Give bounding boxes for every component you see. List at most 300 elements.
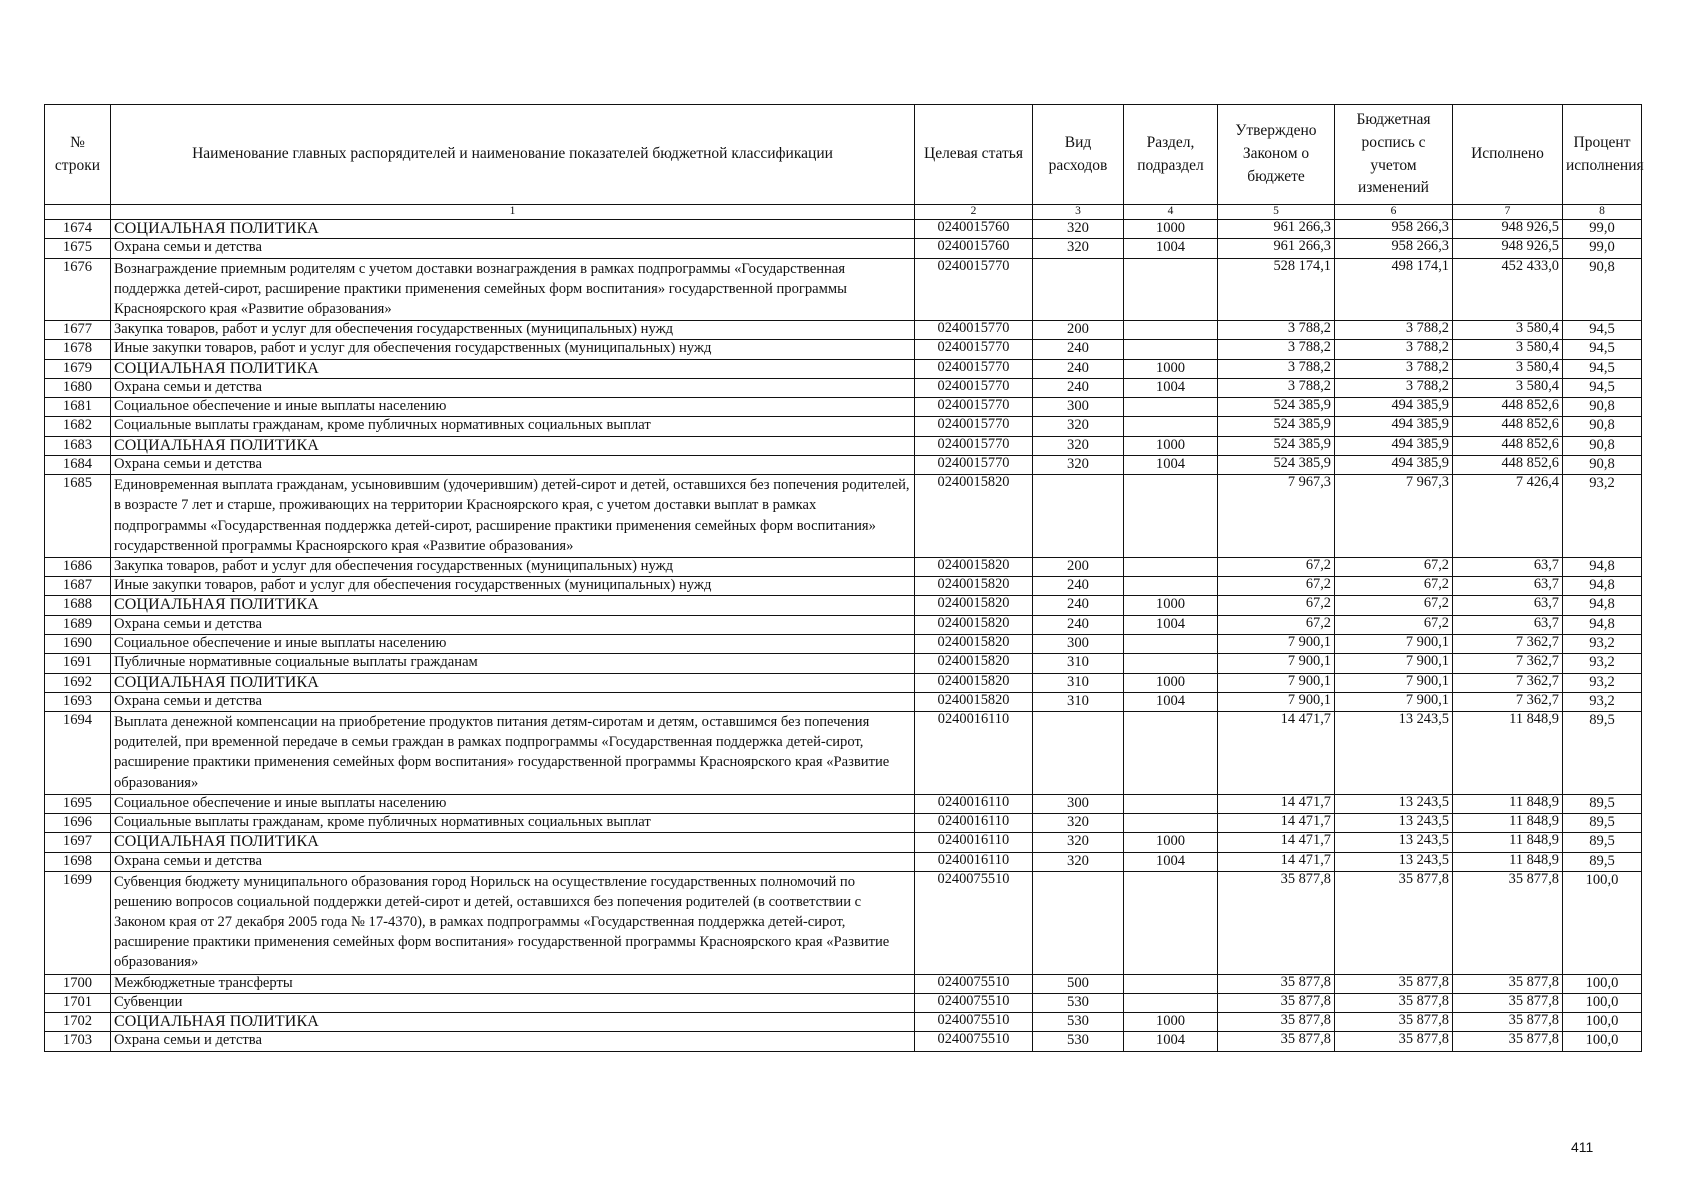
expense-type-cell: 240 <box>1033 615 1124 634</box>
approved-amount-cell: 35 877,8 <box>1218 993 1335 1012</box>
row-number-cell: 1703 <box>45 1032 111 1051</box>
executed-amount-cell: 11 848,9 <box>1453 833 1563 852</box>
expense-type-cell: 300 <box>1033 794 1124 813</box>
expense-type-cell: 240 <box>1033 340 1124 359</box>
executed-amount-cell: 948 926,5 <box>1453 220 1563 239</box>
percent-cell: 93,2 <box>1563 654 1642 673</box>
table-row <box>45 456 1642 475</box>
expense-type-cell <box>1033 712 1124 795</box>
row-number-cell: 1676 <box>45 258 111 320</box>
section-cell <box>1124 993 1218 1012</box>
schedule-amount-cell: 35 877,8 <box>1335 1013 1453 1032</box>
approved-amount-cell: 14 471,7 <box>1218 833 1335 852</box>
table-row <box>45 712 1642 795</box>
executed-amount-cell: 35 877,8 <box>1453 993 1563 1012</box>
schedule-amount-cell: 7 967,3 <box>1335 475 1453 558</box>
row-number-cell: 1677 <box>45 320 111 339</box>
schedule-amount-cell: 958 266,3 <box>1335 220 1453 239</box>
column-number: 5 <box>1218 205 1335 220</box>
approved-amount-cell: 7 900,1 <box>1218 692 1335 711</box>
approved-amount-cell: 524 385,9 <box>1218 436 1335 455</box>
target-article-cell: 0240016110 <box>915 852 1033 871</box>
table-row <box>45 359 1642 378</box>
expense-type-cell: 320 <box>1033 436 1124 455</box>
expense-type-cell: 320 <box>1033 220 1124 239</box>
table-row <box>45 974 1642 993</box>
indicator-name-cell: Социальное обеспечение и иные выплаты населению <box>111 794 915 813</box>
column-number: 4 <box>1124 205 1218 220</box>
executed-amount-cell: 11 848,9 <box>1453 794 1563 813</box>
indicator-name-cell: СОЦИАЛЬНАЯ ПОЛИТИКА <box>111 833 915 852</box>
row-number-cell: 1686 <box>45 557 111 576</box>
percent-cell: 90,8 <box>1563 258 1642 320</box>
percent-cell: 94,8 <box>1563 577 1642 596</box>
executed-amount-cell: 7 426,4 <box>1453 475 1563 558</box>
percent-cell: 99,0 <box>1563 239 1642 258</box>
target-article-cell: 0240075510 <box>915 974 1033 993</box>
table-row <box>45 398 1642 417</box>
table-row <box>45 871 1642 974</box>
section-cell: 1000 <box>1124 220 1218 239</box>
schedule-amount-cell: 13 243,5 <box>1335 852 1453 871</box>
section-cell: 1000 <box>1124 436 1218 455</box>
target-article-cell: 0240015820 <box>915 615 1033 634</box>
section-cell <box>1124 974 1218 993</box>
schedule-amount-cell: 13 243,5 <box>1335 712 1453 795</box>
approved-amount-cell: 528 174,1 <box>1218 258 1335 320</box>
executed-amount-cell: 448 852,6 <box>1453 417 1563 436</box>
section-cell: 1004 <box>1124 852 1218 871</box>
percent-cell: 90,8 <box>1563 398 1642 417</box>
section-cell <box>1124 814 1218 833</box>
expense-type-cell: 300 <box>1033 398 1124 417</box>
indicator-name-cell: Охрана семьи и детства <box>111 456 915 475</box>
target-article-cell: 0240075510 <box>915 993 1033 1012</box>
indicator-name-cell: СОЦИАЛЬНАЯ ПОЛИТИКА <box>111 436 915 455</box>
approved-amount-cell: 7 900,1 <box>1218 673 1335 692</box>
row-number-cell: 1680 <box>45 378 111 397</box>
target-article-cell: 0240015770 <box>915 417 1033 436</box>
section-cell: 1004 <box>1124 239 1218 258</box>
schedule-amount-cell: 958 266,3 <box>1335 239 1453 258</box>
expense-type-cell: 320 <box>1033 417 1124 436</box>
indicator-name-cell: СОЦИАЛЬНАЯ ПОЛИТИКА <box>111 596 915 615</box>
header-exp-type: Вид расходов <box>1033 105 1124 205</box>
row-number-cell: 1700 <box>45 974 111 993</box>
section-cell <box>1124 635 1218 654</box>
percent-cell: 99,0 <box>1563 220 1642 239</box>
approved-amount-cell: 7 967,3 <box>1218 475 1335 558</box>
percent-cell: 100,0 <box>1563 974 1642 993</box>
schedule-amount-cell: 494 385,9 <box>1335 436 1453 455</box>
target-article-cell: 0240075510 <box>915 1013 1033 1032</box>
row-number-cell: 1694 <box>45 712 111 795</box>
table-row <box>45 557 1642 576</box>
target-article-cell: 0240015820 <box>915 577 1033 596</box>
target-article-cell: 0240015820 <box>915 692 1033 711</box>
expense-type-cell: 320 <box>1033 456 1124 475</box>
target-article-cell: 0240015820 <box>915 635 1033 654</box>
budget-sheet <box>44 104 1644 1052</box>
column-number <box>45 205 111 220</box>
table-row <box>45 258 1642 320</box>
approved-amount-cell: 524 385,9 <box>1218 398 1335 417</box>
schedule-amount-cell: 35 877,8 <box>1335 1032 1453 1051</box>
expense-type-cell: 200 <box>1033 320 1124 339</box>
column-number: 1 <box>111 205 915 220</box>
executed-amount-cell: 35 877,8 <box>1453 1013 1563 1032</box>
expense-type-cell <box>1033 475 1124 558</box>
indicator-name-cell: Субвенции <box>111 993 915 1012</box>
row-number-cell: 1681 <box>45 398 111 417</box>
executed-amount-cell: 35 877,8 <box>1453 1032 1563 1051</box>
percent-cell: 90,8 <box>1563 417 1642 436</box>
row-number-cell: 1696 <box>45 814 111 833</box>
section-cell <box>1124 258 1218 320</box>
schedule-amount-cell: 67,2 <box>1335 557 1453 576</box>
approved-amount-cell: 14 471,7 <box>1218 852 1335 871</box>
schedule-amount-cell: 35 877,8 <box>1335 993 1453 1012</box>
percent-cell: 93,2 <box>1563 635 1642 654</box>
schedule-amount-cell: 7 900,1 <box>1335 635 1453 654</box>
expense-type-cell: 240 <box>1033 359 1124 378</box>
column-number: 8 <box>1563 205 1642 220</box>
section-cell: 1000 <box>1124 1013 1218 1032</box>
table-row <box>45 635 1642 654</box>
target-article-cell: 0240015820 <box>915 654 1033 673</box>
expense-type-cell: 310 <box>1033 692 1124 711</box>
approved-amount-cell: 67,2 <box>1218 596 1335 615</box>
target-article-cell: 0240016110 <box>915 814 1033 833</box>
executed-amount-cell: 948 926,5 <box>1453 239 1563 258</box>
executed-amount-cell: 63,7 <box>1453 615 1563 634</box>
row-number-cell: 1674 <box>45 220 111 239</box>
approved-amount-cell: 7 900,1 <box>1218 635 1335 654</box>
indicator-name-cell: Закупка товаров, работ и услуг для обеспечения государственных (муниципальных) нужд <box>111 320 915 339</box>
indicator-name-cell: Социальные выплаты гражданам, кроме публичных нормативных социальных выплат <box>111 417 915 436</box>
approved-amount-cell: 67,2 <box>1218 557 1335 576</box>
row-number-cell: 1702 <box>45 1013 111 1032</box>
indicator-name-cell: СОЦИАЛЬНАЯ ПОЛИТИКА <box>111 220 915 239</box>
table-row <box>45 239 1642 258</box>
expense-type-cell: 320 <box>1033 814 1124 833</box>
percent-cell: 93,2 <box>1563 475 1642 558</box>
row-number-cell: 1687 <box>45 577 111 596</box>
target-article-cell: 0240015770 <box>915 320 1033 339</box>
target-article-cell: 0240015820 <box>915 475 1033 558</box>
section-cell <box>1124 320 1218 339</box>
percent-cell: 89,5 <box>1563 794 1642 813</box>
table-row <box>45 852 1642 871</box>
approved-amount-cell: 67,2 <box>1218 615 1335 634</box>
row-number-cell: 1682 <box>45 417 111 436</box>
schedule-amount-cell: 67,2 <box>1335 577 1453 596</box>
indicator-name-cell: Социальное обеспечение и иные выплаты населению <box>111 635 915 654</box>
header-executed: Исполнено <box>1453 105 1563 205</box>
indicator-name-cell: Иные закупки товаров, работ и услуг для обеспечения государственных (муниципальных) нужд <box>111 340 915 359</box>
row-number-cell: 1699 <box>45 871 111 974</box>
percent-cell: 100,0 <box>1563 1013 1642 1032</box>
percent-cell: 100,0 <box>1563 1032 1642 1051</box>
executed-amount-cell: 452 433,0 <box>1453 258 1563 320</box>
schedule-amount-cell: 494 385,9 <box>1335 417 1453 436</box>
indicator-name-cell: Субвенция бюджету муниципального образования город Норильск на осуществление государственных полномочий по решению вопросов социальной поддержки детей-сирот и детей, оставшихся без попечения родителей (в соответствии с Законом края от 27 декабря 2005 года № 17-4370), в рамках подпрограммы «Государственная поддержка детей-сирот, расширение практики применения семейных форм воспитания» государственной программы Красноярского края «Развитие образования» <box>111 871 915 974</box>
schedule-amount-cell: 7 900,1 <box>1335 692 1453 711</box>
percent-cell: 89,5 <box>1563 712 1642 795</box>
approved-amount-cell: 3 788,2 <box>1218 359 1335 378</box>
section-cell: 1004 <box>1124 1032 1218 1051</box>
expense-type-cell: 320 <box>1033 852 1124 871</box>
executed-amount-cell: 3 580,4 <box>1453 378 1563 397</box>
percent-cell: 94,5 <box>1563 359 1642 378</box>
schedule-amount-cell: 498 174,1 <box>1335 258 1453 320</box>
indicator-name-cell: Вознаграждение приемным родителям с учетом доставки вознаграждения в рамках подпрограммы «Государственная поддержка детей-сирот, расширение практики применения семейных форм воспитания» государственной программы Красноярского края «Развитие образования» <box>111 258 915 320</box>
executed-amount-cell: 63,7 <box>1453 577 1563 596</box>
header-approved: Утверждено Законом о бюджете <box>1218 105 1335 205</box>
target-article-cell: 0240015770 <box>915 398 1033 417</box>
percent-cell: 90,8 <box>1563 436 1642 455</box>
section-cell: 1000 <box>1124 673 1218 692</box>
indicator-name-cell: Иные закупки товаров, работ и услуг для обеспечения государственных (муниципальных) нужд <box>111 577 915 596</box>
expense-type-cell: 240 <box>1033 577 1124 596</box>
row-number-cell: 1679 <box>45 359 111 378</box>
executed-amount-cell: 448 852,6 <box>1453 436 1563 455</box>
executed-amount-cell: 3 580,4 <box>1453 359 1563 378</box>
expense-type-cell: 240 <box>1033 596 1124 615</box>
percent-cell: 94,8 <box>1563 596 1642 615</box>
percent-cell: 94,8 <box>1563 557 1642 576</box>
table-row <box>45 220 1642 239</box>
target-article-cell: 0240015770 <box>915 359 1033 378</box>
indicator-name-cell: Публичные нормативные социальные выплаты гражданам <box>111 654 915 673</box>
column-number: 7 <box>1453 205 1563 220</box>
percent-cell: 94,8 <box>1563 615 1642 634</box>
row-number-cell: 1685 <box>45 475 111 558</box>
row-number-cell: 1689 <box>45 615 111 634</box>
schedule-amount-cell: 7 900,1 <box>1335 654 1453 673</box>
header-target: Целевая статья <box>915 105 1033 205</box>
target-article-cell: 0240015760 <box>915 239 1033 258</box>
section-cell: 1004 <box>1124 615 1218 634</box>
expense-type-cell <box>1033 871 1124 974</box>
approved-amount-cell: 35 877,8 <box>1218 1032 1335 1051</box>
indicator-name-cell: Единовременная выплата гражданам, усыновившим (удочерившим) детей-сирот и детей, оставшихся без попечения родителей, в возрасте 7 лет и старше, проживающих на территории Красноярского края, с учетом доставки выплат в рамках подпрограммы «Государственная поддержка детей-сирот, расширение практики применения семейных форм воспитания» государственной программы Красноярского края «Развитие образования» <box>111 475 915 558</box>
row-number-cell: 1683 <box>45 436 111 455</box>
indicator-name-cell: Охрана семьи и детства <box>111 378 915 397</box>
budget-execution-table <box>44 104 1642 1052</box>
executed-amount-cell: 63,7 <box>1453 557 1563 576</box>
header-name: Наименование главных распорядителей и наименование показателей бюджетной классификации <box>111 105 915 205</box>
row-number-cell: 1698 <box>45 852 111 871</box>
table-row <box>45 814 1642 833</box>
schedule-amount-cell: 35 877,8 <box>1335 974 1453 993</box>
approved-amount-cell: 35 877,8 <box>1218 1013 1335 1032</box>
expense-type-cell: 500 <box>1033 974 1124 993</box>
table-row <box>45 436 1642 455</box>
target-article-cell: 0240015820 <box>915 596 1033 615</box>
executed-amount-cell: 11 848,9 <box>1453 814 1563 833</box>
table-row <box>45 378 1642 397</box>
indicator-name-cell: Охрана семьи и детства <box>111 239 915 258</box>
schedule-amount-cell: 494 385,9 <box>1335 456 1453 475</box>
target-article-cell: 0240075510 <box>915 871 1033 974</box>
section-cell <box>1124 557 1218 576</box>
percent-cell: 94,5 <box>1563 378 1642 397</box>
indicator-name-cell: Охрана семьи и детства <box>111 615 915 634</box>
executed-amount-cell: 7 362,7 <box>1453 692 1563 711</box>
percent-cell: 94,5 <box>1563 320 1642 339</box>
approved-amount-cell: 7 900,1 <box>1218 654 1335 673</box>
table-row <box>45 1013 1642 1032</box>
approved-amount-cell: 3 788,2 <box>1218 378 1335 397</box>
schedule-amount-cell: 13 243,5 <box>1335 833 1453 852</box>
schedule-amount-cell: 67,2 <box>1335 615 1453 634</box>
row-number-cell: 1697 <box>45 833 111 852</box>
section-cell: 1000 <box>1124 833 1218 852</box>
schedule-amount-cell: 3 788,2 <box>1335 359 1453 378</box>
expense-type-cell: 530 <box>1033 993 1124 1012</box>
schedule-amount-cell: 494 385,9 <box>1335 398 1453 417</box>
row-number-cell: 1684 <box>45 456 111 475</box>
schedule-amount-cell: 7 900,1 <box>1335 673 1453 692</box>
header-percent: Процент исполнения <box>1563 105 1642 205</box>
table-row <box>45 340 1642 359</box>
row-number-cell: 1688 <box>45 596 111 615</box>
section-cell <box>1124 475 1218 558</box>
section-cell: 1000 <box>1124 359 1218 378</box>
schedule-amount-cell: 13 243,5 <box>1335 794 1453 813</box>
percent-cell: 90,8 <box>1563 456 1642 475</box>
target-article-cell: 0240015770 <box>915 378 1033 397</box>
expense-type-cell: 300 <box>1033 635 1124 654</box>
section-cell: 1000 <box>1124 596 1218 615</box>
indicator-name-cell: Выплата денежной компенсации на приобретение продуктов питания детям-сиротам и детям, оставшимся без попечения родителей, при временной передаче в семьи граждан в рамках подпрограммы «Государственная поддержка детей-сирот, расширение практики применения семейных форм воспитания» государственной программы Красноярского края «Развитие образования» <box>111 712 915 795</box>
row-number-cell: 1692 <box>45 673 111 692</box>
executed-amount-cell: 11 848,9 <box>1453 852 1563 871</box>
expense-type-cell: 200 <box>1033 557 1124 576</box>
percent-cell: 89,5 <box>1563 814 1642 833</box>
expense-type-cell: 320 <box>1033 833 1124 852</box>
executed-amount-cell: 7 362,7 <box>1453 635 1563 654</box>
approved-amount-cell: 35 877,8 <box>1218 974 1335 993</box>
section-cell: 1004 <box>1124 456 1218 475</box>
executed-amount-cell: 7 362,7 <box>1453 654 1563 673</box>
expense-type-cell <box>1033 258 1124 320</box>
percent-cell: 89,5 <box>1563 852 1642 871</box>
approved-amount-cell: 35 877,8 <box>1218 871 1335 974</box>
percent-cell: 89,5 <box>1563 833 1642 852</box>
page-number: 411 <box>1571 1139 1594 1155</box>
indicator-name-cell: СОЦИАЛЬНАЯ ПОЛИТИКА <box>111 673 915 692</box>
executed-amount-cell: 448 852,6 <box>1453 456 1563 475</box>
table-row <box>45 596 1642 615</box>
approved-amount-cell: 961 266,3 <box>1218 239 1335 258</box>
indicator-name-cell: Охрана семьи и детства <box>111 1032 915 1051</box>
executed-amount-cell: 3 580,4 <box>1453 340 1563 359</box>
percent-cell: 93,2 <box>1563 673 1642 692</box>
header-row <box>45 105 1642 205</box>
expense-type-cell: 530 <box>1033 1013 1124 1032</box>
target-article-cell: 0240016110 <box>915 794 1033 813</box>
table-row <box>45 417 1642 436</box>
indicator-name-cell: Межбюджетные трансферты <box>111 974 915 993</box>
expense-type-cell: 320 <box>1033 239 1124 258</box>
executed-amount-cell: 35 877,8 <box>1453 871 1563 974</box>
approved-amount-cell: 14 471,7 <box>1218 814 1335 833</box>
indicator-name-cell: Охрана семьи и детства <box>111 852 915 871</box>
table-row <box>45 833 1642 852</box>
target-article-cell: 0240016110 <box>915 833 1033 852</box>
approved-amount-cell: 14 471,7 <box>1218 794 1335 813</box>
schedule-amount-cell: 3 788,2 <box>1335 378 1453 397</box>
executed-amount-cell: 35 877,8 <box>1453 974 1563 993</box>
target-article-cell: 0240015820 <box>915 673 1033 692</box>
target-article-cell: 0240015770 <box>915 258 1033 320</box>
row-number-cell: 1691 <box>45 654 111 673</box>
section-cell <box>1124 577 1218 596</box>
target-article-cell: 0240015770 <box>915 436 1033 455</box>
table-row <box>45 320 1642 339</box>
section-cell <box>1124 712 1218 795</box>
target-article-cell: 0240016110 <box>915 712 1033 795</box>
header-row-no: № строки <box>45 105 111 205</box>
expense-type-cell: 310 <box>1033 673 1124 692</box>
schedule-amount-cell: 35 877,8 <box>1335 871 1453 974</box>
executed-amount-cell: 63,7 <box>1453 596 1563 615</box>
executed-amount-cell: 448 852,6 <box>1453 398 1563 417</box>
section-cell: 1004 <box>1124 378 1218 397</box>
approved-amount-cell: 67,2 <box>1218 577 1335 596</box>
schedule-amount-cell: 3 788,2 <box>1335 340 1453 359</box>
row-number-cell: 1675 <box>45 239 111 258</box>
percent-cell: 94,5 <box>1563 340 1642 359</box>
percent-cell: 100,0 <box>1563 993 1642 1012</box>
column-number: 2 <box>915 205 1033 220</box>
indicator-name-cell: СОЦИАЛЬНАЯ ПОЛИТИКА <box>111 359 915 378</box>
expense-type-cell: 240 <box>1033 378 1124 397</box>
schedule-amount-cell: 3 788,2 <box>1335 320 1453 339</box>
row-number-cell: 1690 <box>45 635 111 654</box>
indicator-name-cell: Социальное обеспечение и иные выплаты населению <box>111 398 915 417</box>
approved-amount-cell: 14 471,7 <box>1218 712 1335 795</box>
header-schedule: Бюджетная роспись с учетом изменений <box>1335 105 1453 205</box>
percent-cell: 100,0 <box>1563 871 1642 974</box>
indicator-name-cell: Социальные выплаты гражданам, кроме публичных нормативных социальных выплат <box>111 814 915 833</box>
table-row <box>45 993 1642 1012</box>
target-article-cell: 0240015760 <box>915 220 1033 239</box>
section-cell <box>1124 398 1218 417</box>
indicator-name-cell: Охрана семьи и детства <box>111 692 915 711</box>
expense-type-cell: 310 <box>1033 654 1124 673</box>
row-number-cell: 1701 <box>45 993 111 1012</box>
section-cell <box>1124 794 1218 813</box>
target-article-cell: 0240015820 <box>915 557 1033 576</box>
expense-type-cell: 530 <box>1033 1032 1124 1051</box>
approved-amount-cell: 524 385,9 <box>1218 417 1335 436</box>
table-row <box>45 673 1642 692</box>
row-number-cell: 1678 <box>45 340 111 359</box>
approved-amount-cell: 3 788,2 <box>1218 340 1335 359</box>
approved-amount-cell: 524 385,9 <box>1218 456 1335 475</box>
header-section: Раздел, подраздел <box>1124 105 1218 205</box>
table-row <box>45 475 1642 558</box>
table-row <box>45 692 1642 711</box>
target-article-cell: 0240015770 <box>915 456 1033 475</box>
row-number-cell: 1695 <box>45 794 111 813</box>
column-numbers-row <box>45 205 1642 220</box>
section-cell <box>1124 654 1218 673</box>
section-cell <box>1124 340 1218 359</box>
